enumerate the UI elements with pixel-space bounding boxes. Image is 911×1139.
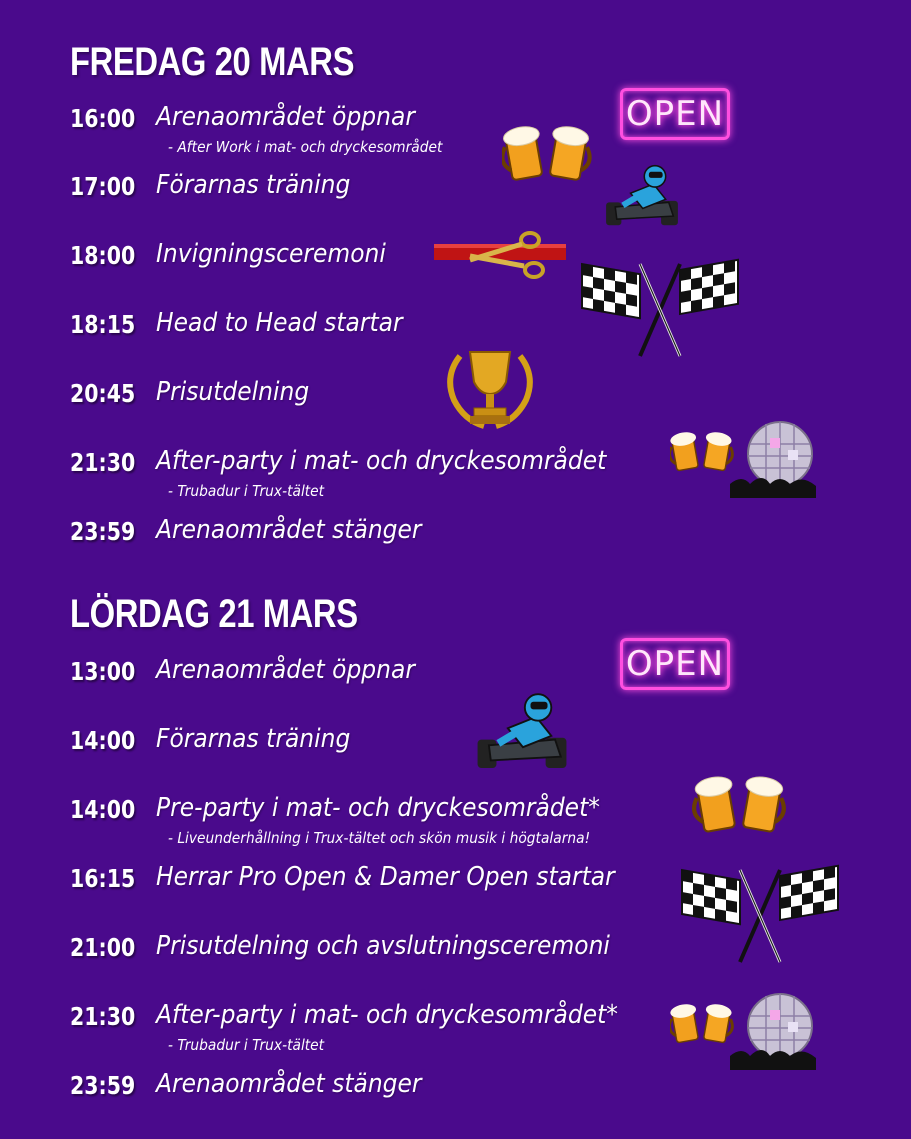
event-time: 23:59 xyxy=(70,517,136,546)
event-title: Arenaområdet öppnar xyxy=(156,655,415,685)
beer-mugs-icon xyxy=(502,118,594,188)
checkered-flags-icon xyxy=(580,258,740,358)
day-heading: FREDAG 20 MARS xyxy=(70,40,355,84)
beer-mugs-icon xyxy=(692,768,790,840)
disco-ball-icon xyxy=(670,418,820,498)
kart-racer-icon xyxy=(600,152,684,242)
day-heading: LÖRDAG 21 MARS xyxy=(70,592,358,636)
event-title: Head to Head startar xyxy=(156,308,403,338)
event-time: 16:15 xyxy=(70,864,136,893)
event-time: 18:15 xyxy=(70,310,136,339)
event-title: After-party i mat- och dryckesområdet xyxy=(156,446,607,476)
event-subtitle: - Trubadur i Trux-tältet xyxy=(168,1036,325,1054)
trophy-icon xyxy=(440,336,540,434)
event-time: 14:00 xyxy=(70,726,136,755)
event-title: Arenaområdet öppnar xyxy=(156,102,415,132)
event-time: 23:59 xyxy=(70,1071,136,1100)
event-title: Förarnas träning xyxy=(156,170,351,200)
event-title: Pre-party i mat- och dryckesområdet* xyxy=(156,793,600,823)
ribbon-scissors-icon xyxy=(434,230,566,282)
event-time: 14:00 xyxy=(70,795,136,824)
event-time: 20:45 xyxy=(70,379,136,408)
event-time: 21:30 xyxy=(70,1002,136,1031)
event-title: Arenaområdet stänger xyxy=(156,1069,422,1099)
event-time: 17:00 xyxy=(70,172,136,201)
event-subtitle: - Liveunderhållning i Trux-tältet och skön musik i högtalarna! xyxy=(168,829,591,847)
event-time: 13:00 xyxy=(70,657,136,686)
checkered-flags-icon xyxy=(680,864,840,964)
event-time: 16:00 xyxy=(70,104,136,133)
event-title: Invigningsceremoni xyxy=(156,239,386,269)
event-subtitle: - Trubadur i Trux-tältet xyxy=(168,482,325,500)
event-title: Prisutdelning xyxy=(156,377,310,407)
event-time: 21:30 xyxy=(70,448,136,477)
event-title: Herrar Pro Open & Damer Open startar xyxy=(156,862,615,892)
event-time: 21:00 xyxy=(70,933,136,962)
event-title: Prisutdelning och avslutningsceremoni xyxy=(156,931,610,961)
event-title: Förarnas träning xyxy=(156,724,351,754)
open-neon-sign-icon: OPEN xyxy=(620,88,730,140)
event-time: 18:00 xyxy=(70,241,136,270)
event-title: After-party i mat- och dryckesområdet* xyxy=(156,1000,618,1030)
kart-racer-icon xyxy=(470,690,574,776)
disco-ball-icon xyxy=(670,990,820,1070)
event-title: Arenaområdet stänger xyxy=(156,515,422,545)
open-neon-sign-icon: OPEN xyxy=(620,638,730,690)
event-subtitle: - After Work i mat- och dryckesområdet xyxy=(168,138,443,156)
